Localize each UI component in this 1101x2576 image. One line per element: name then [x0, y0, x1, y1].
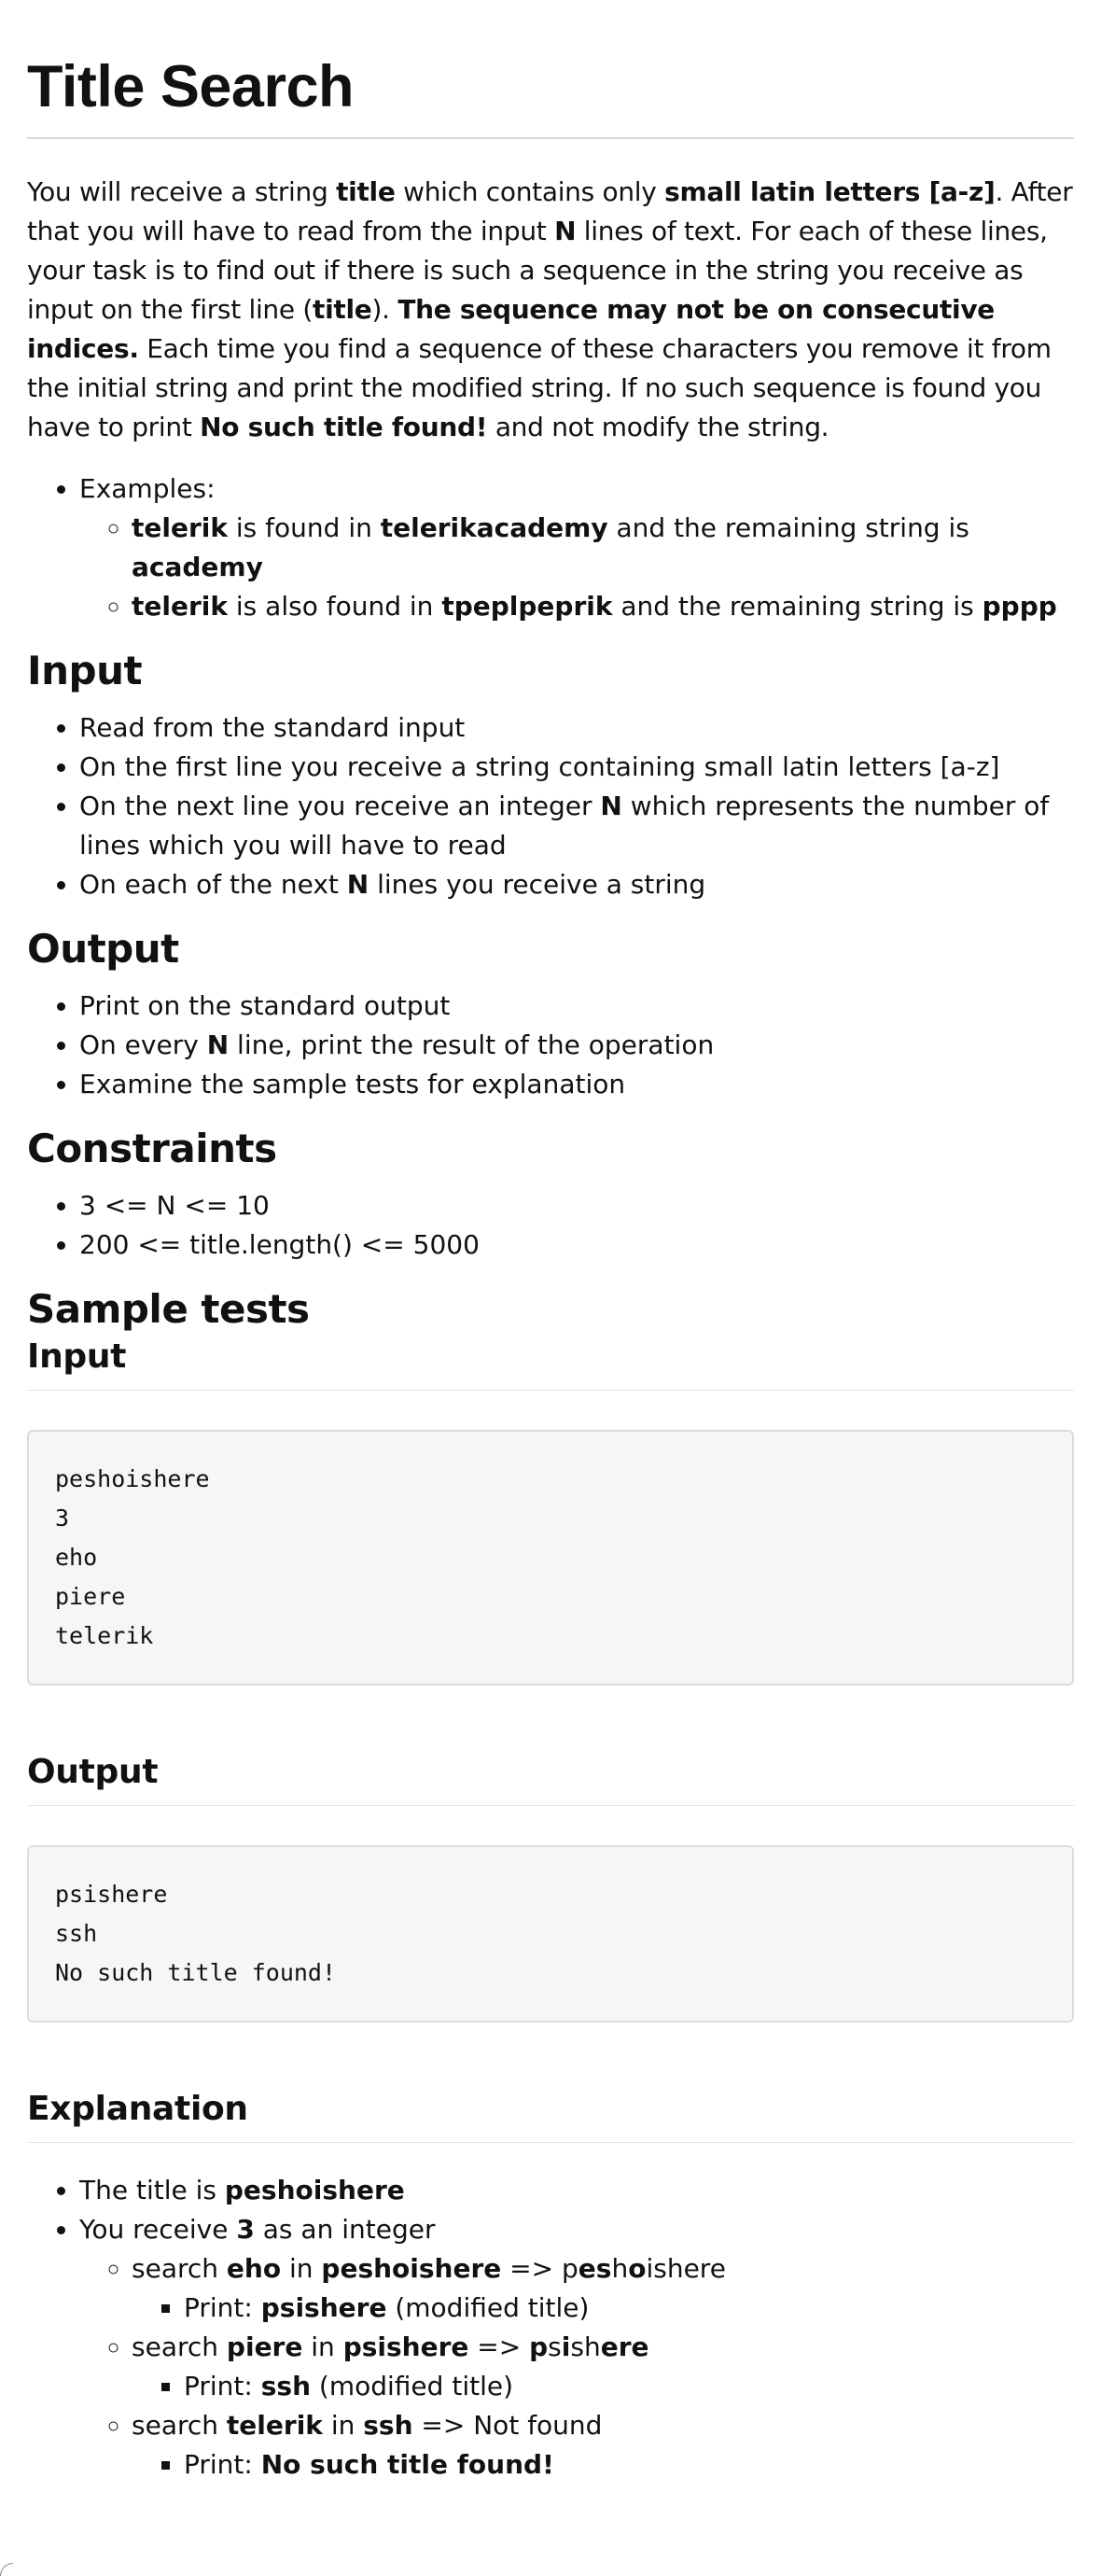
step-text: => Not found — [412, 2410, 603, 2441]
input-list — [27, 708, 1074, 904]
step-result: ishere — [646, 2253, 726, 2284]
example-item — [132, 587, 1074, 626]
example-text: and the remaining string is — [612, 591, 983, 622]
step-result: o — [628, 2253, 647, 2284]
output-heading: Output — [27, 926, 179, 972]
example-source: telerikacademy — [380, 512, 608, 543]
print-item — [184, 2289, 1074, 2328]
list-item: • Read from the standard input — [79, 708, 1074, 748]
examples-list — [27, 469, 1074, 626]
print-list — [132, 2445, 1074, 2485]
step-text: search — [132, 2410, 227, 2441]
example-word: telerik — [132, 591, 228, 622]
print-label: Print: — [184, 2292, 261, 2323]
explanation-list — [27, 2171, 1074, 2485]
explanation-heading: Explanation — [27, 2088, 1074, 2143]
intro-text: You will receive a string — [27, 176, 337, 207]
step-text: search — [132, 2253, 227, 2284]
code-line: piere — [55, 1583, 126, 1610]
list-item — [79, 1026, 1074, 1065]
list-item — [79, 2210, 1074, 2485]
step-source: psishere — [342, 2331, 469, 2362]
step-source: peshoishere — [321, 2253, 502, 2284]
step-result: sh — [570, 2331, 601, 2362]
item-bold: 3 — [236, 2214, 255, 2245]
print-list — [132, 2289, 1074, 2328]
item-text: On each of the next — [79, 869, 347, 900]
example-result: pppp — [982, 591, 1057, 622]
item-text: as an integer — [254, 2214, 436, 2245]
intro-bold: title — [313, 294, 372, 325]
page-title: Title Search — [27, 51, 1074, 139]
step-text: => — [468, 2331, 530, 2362]
list-item — [79, 469, 1074, 626]
step-item — [132, 2328, 1074, 2406]
example-text: is found in — [228, 512, 381, 543]
item-text: You receive — [79, 2214, 237, 2245]
constraints-heading: Constraints — [27, 1126, 277, 1171]
print-item — [184, 2445, 1074, 2485]
step-item — [132, 2249, 1074, 2328]
example-source: tpeplpeprik — [441, 591, 613, 622]
print-label: Print: — [184, 2449, 261, 2480]
step-text: in — [322, 2410, 364, 2441]
code-line: psishere — [55, 1881, 168, 1908]
intro-text: ). — [371, 294, 398, 325]
code-line: eho — [55, 1544, 98, 1571]
list-item — [79, 865, 1074, 904]
step-text: in — [302, 2331, 343, 2362]
print-item — [184, 2367, 1074, 2406]
step-result: i — [561, 2331, 571, 2362]
intro-text: and not modify the string. — [487, 412, 829, 442]
print-value: psishere — [260, 2292, 387, 2323]
intro-bold: The sequence may not be on consecutive indices. — [27, 294, 995, 364]
sample-tests-heading: Sample tests — [27, 1286, 310, 1332]
intro-text: . After that you will have to read from the input — [27, 176, 1073, 246]
item-text: lines you receive a string — [369, 869, 706, 900]
examples-sublist — [79, 509, 1074, 626]
corner-mark — [0, 2563, 13, 2576]
intro-paragraph — [27, 173, 1074, 447]
example-word: telerik — [132, 512, 228, 543]
example-result: academy — [132, 552, 263, 582]
example-text: is also found in — [228, 591, 442, 622]
item-bold: N — [600, 791, 622, 821]
code-line: ssh — [55, 1920, 98, 1947]
step-text: search — [132, 2331, 227, 2362]
step-result: ere — [600, 2331, 649, 2362]
step-word: telerik — [226, 2410, 323, 2441]
code-line: peshoishere — [55, 1465, 210, 1492]
examples-label: Examples: — [79, 473, 216, 504]
item-bold: N — [346, 869, 369, 900]
item-bold: N — [206, 1029, 230, 1060]
step-result: s — [548, 2331, 562, 2362]
code-line: No such title found! — [55, 1959, 337, 1986]
sample-output-code — [27, 1845, 1074, 2023]
print-note: (modified title) — [386, 2292, 590, 2323]
intro-text: Each time you find a sequence of these characters you remove it from the initial string and print the modified string. If no such sequence is found you have to print — [27, 333, 1052, 442]
intro-text: which contains only — [395, 176, 665, 207]
list-item: • 200 <= title.length() <= 5000 — [79, 1225, 1074, 1265]
code-line: 3 — [55, 1505, 70, 1532]
step-result: es — [578, 2253, 612, 2284]
item-text: On every — [79, 1029, 207, 1060]
step-item — [132, 2406, 1074, 2485]
item-text: The title is — [79, 2175, 225, 2205]
constraints-list — [27, 1186, 1074, 1265]
step-source: ssh — [363, 2410, 413, 2441]
step-result: h — [611, 2253, 629, 2284]
document — [0, 51, 1101, 2485]
intro-bold: N — [554, 216, 577, 246]
item-text: On the next line you receive an integer — [79, 791, 601, 821]
intro-bold: title — [336, 176, 396, 207]
output-list — [27, 987, 1074, 1104]
print-value: No such title found! — [260, 2449, 554, 2480]
intro-text: lines of text. For each of these lines, your task is to find out if there is such a sequence in the string you receive as input on the first line ( — [27, 216, 1048, 325]
input-heading: Input — [27, 648, 143, 693]
sample-input-code — [27, 1430, 1074, 1686]
sample-output-heading: Output — [27, 1751, 1074, 1806]
print-value: ssh — [260, 2371, 312, 2401]
print-note: (modified title) — [311, 2371, 514, 2401]
print-label: Print: — [184, 2371, 261, 2401]
intro-bold: small latin letters [a-z] — [664, 176, 996, 207]
step-result: p — [529, 2331, 549, 2362]
step-word: eho — [226, 2253, 282, 2284]
list-item — [79, 787, 1074, 865]
intro-bold: No such title found! — [200, 412, 488, 442]
list-item: • 3 <= N <= 10 — [79, 1186, 1074, 1225]
step-text: in — [281, 2253, 322, 2284]
item-text: line, print the result of the operation — [229, 1029, 715, 1060]
example-text: and the remaining string is — [607, 512, 969, 543]
step-text: => — [501, 2253, 563, 2284]
print-list — [132, 2367, 1074, 2406]
example-item — [132, 509, 1074, 587]
step-word: piere — [226, 2331, 303, 2362]
list-item: • On the first line you receive a string containing small latin letters [a-z] — [79, 748, 1074, 787]
list-item — [79, 2171, 1074, 2210]
steps-list — [79, 2249, 1074, 2485]
step-result: p — [562, 2253, 578, 2284]
item-bold: peshoishere — [224, 2175, 405, 2205]
sample-input-heading: Input — [27, 1336, 1074, 1391]
item-text: which represents the number of lines which you will have to read — [79, 791, 1050, 861]
list-item: • Print on the standard output — [79, 987, 1074, 1026]
code-line: telerik — [55, 1622, 154, 1649]
list-item: • Examine the sample tests for explanation — [79, 1065, 1074, 1104]
